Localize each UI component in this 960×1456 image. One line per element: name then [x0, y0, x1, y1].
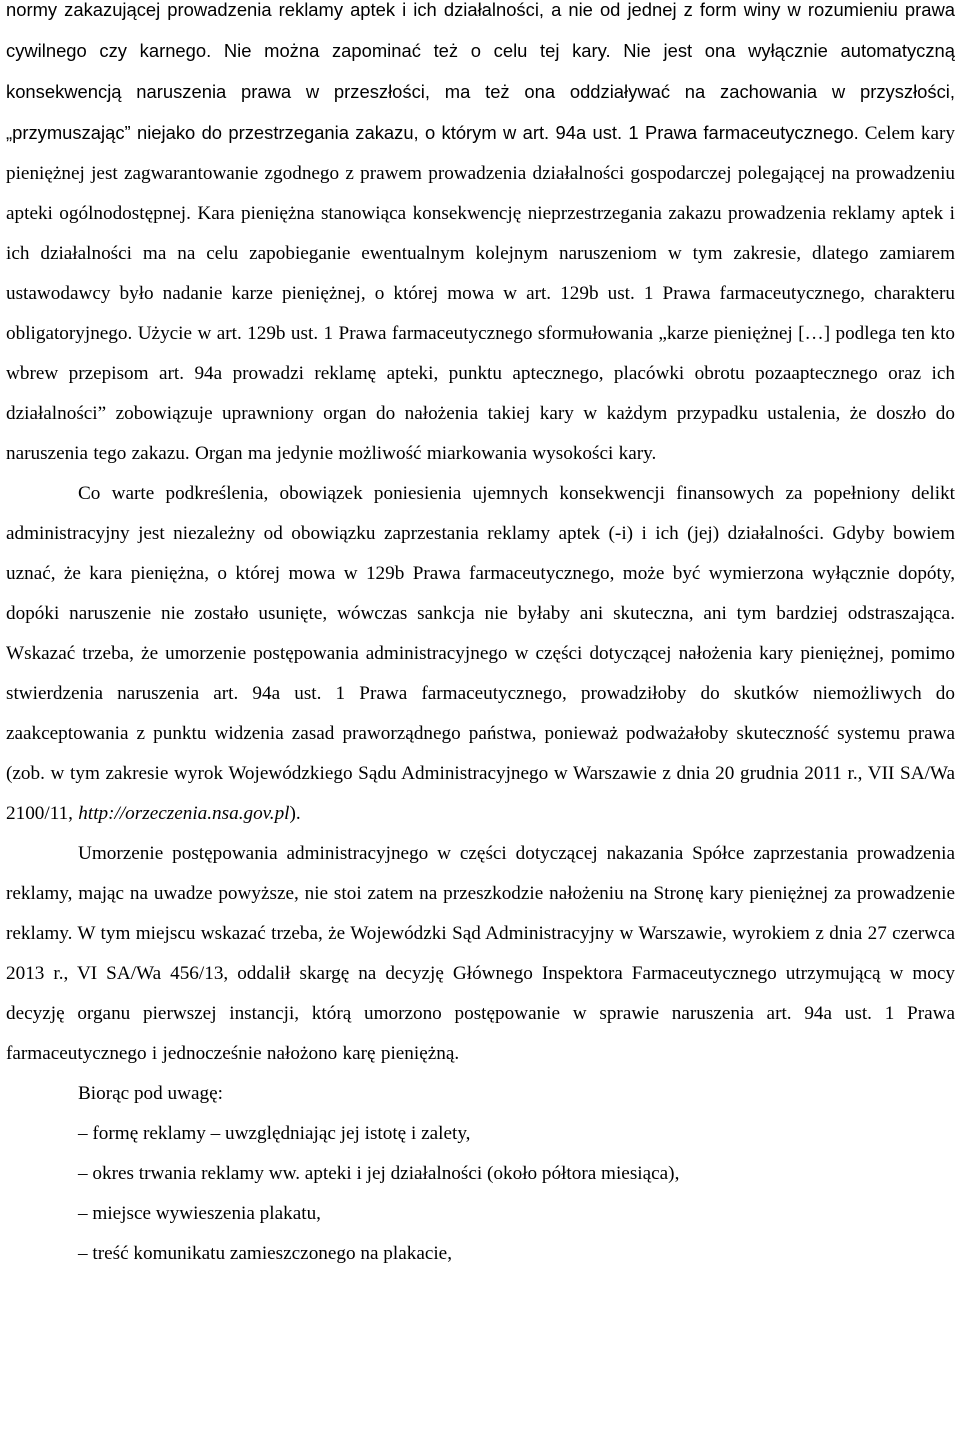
paragraph-segment-serif: Celem kary pieniężnej jest zagwarantowanie zgodnego z prawem prowadzenia działalności gospodarczej polegającej na prowadzeniu apteki ogólnodostępnej. Kara pieniężna stanowiąca konsekwencję nieprzestrzegania zakazu prowadzenia reklamy aptek i ich działalności ma na celu zapobieganie ewentualnym kolejnym naruszeniom w tym zakresie, dlatego zamiarem ustawodawcy było nadanie karze pieniężnej, o której mowa w art. 129b ust. 1 Prawa farmaceutycznego, charakteru obligatoryjnego. Użycie w art. 129b ust. 1 Prawa farmaceutycznego sformułowania „karze pieniężnej […] podlega ten kto wbrew przepisom art. 94a prowadzi reklamę apteki, punktu aptecznego, placówki obrotu pozaaptecznego oraz ich działalności” zobowiązuje uprawniony organ do nałożenia takiej kary w każdym przypadku ustalenia, że doszło do naruszenia tego zakazu. Organ ma jedynie możliwość miarkowania wysokości kary. [6, 123, 955, 464]
paragraph-independent-obligation [6, 474, 955, 834]
list-item: – miejsce wywieszenia plakatu, [78, 1203, 321, 1224]
paragraph-text: Co warte podkreślenia, obowiązek poniesienia ujemnych konsekwencji finansowych za popełniony delikt administracyjny jest niezależny od obowiązku zaprzestania reklamy aptek (-i) i ich (jej) działalności. Gdyby bowiem uznać, że kara pieniężna, o której mowa w 129b Prawa farmaceutycznego, może być wymierzona wyłącznie dopóty, dopóki naruszenie nie zostało usunięte, wówczas sankcja nie byłaby ani skuteczna, ani tym bardziej odstraszająca. Wskazać trzeba, że umorzenie postępowania administracyjnego w części dotyczącej nałożenia kary pieniężnej, pomimo stwierdzenia naruszenia art. 94a ust. 1 Prawa farmaceutycznego, prowadziłoby do skutków niemożliwych do zaakceptowania z punktu widzenia zasad praworządnego państwa, ponieważ podważałoby skuteczność systemu prawa (zob. w tym zakresie wyrok Wojewódzkiego Sądu Administracyjnego w Warszawie z dnia 20 grudnia 2011 r., VII SA/Wa 2100/11, [6, 483, 955, 824]
list-item: – formę reklamy – uwzględniając jej istotę i zalety, [78, 1123, 471, 1144]
paragraph-text: Umorzenie postępowania administracyjnego w części dotyczącej nakazania Spółce zaprzestania prowadzenia reklamy, mając na uwadze powyższe, nie stoi zatem na przeszkodzie nałożeniu na Stronę kary pieniężnej za prowadzenie reklamy. W tym miejscu wskazać trzeba, że Wojewódzki Sąd Administracyjny w Warszawie, wyrokiem z dnia 27 czerwca 2013 r., VI SA/Wa 456/13, oddalił skargę na decyzję Głównego Inspektora Farmaceutycznego utrzymującą w mocy decyzję organu pierwszej instancji, którą umorzono postępowanie w sprawie naruszenia art. 94a ust. 1 Prawa farmaceutycznego i jednocześnie nałożono karę pieniężną. [6, 843, 955, 1064]
list-item: – treść komunikatu zamieszczonego na plakacie, [78, 1243, 452, 1264]
paragraph-tail: ). [289, 803, 301, 824]
paragraph-segment-sans: normy zakazującej prowadzenia reklamy aptek i ich działalności, a nie od jednej z form winy w rozumieniu prawa cywilnego czy karnego. Nie można zapominać też o celu tej kary. Nie jest ona wyłącznie automatyczną konsekwencją naruszenia prawa w przeszłości, ma też ona oddziaływać na zachowania w przyszłości, „przymuszając” niejako do przestrzegania zakazu, o którym w art. 94a ust. 1 Prawa farmaceutycznego. [6, 0, 955, 143]
paragraph-discontinuation [6, 834, 955, 1074]
list-intro: Biorąc pod uwagę: [78, 1083, 223, 1104]
paragraph-penalty-purpose [6, 0, 955, 474]
considerations-list [6, 1114, 955, 1274]
document-page [6, 0, 955, 1274]
citation-url: http://orzeczenia.nsa.gov.pl [78, 803, 290, 824]
list-item: – okres trwania reklamy ww. apteki i jej działalności (około półtora miesiąca), [78, 1163, 680, 1184]
